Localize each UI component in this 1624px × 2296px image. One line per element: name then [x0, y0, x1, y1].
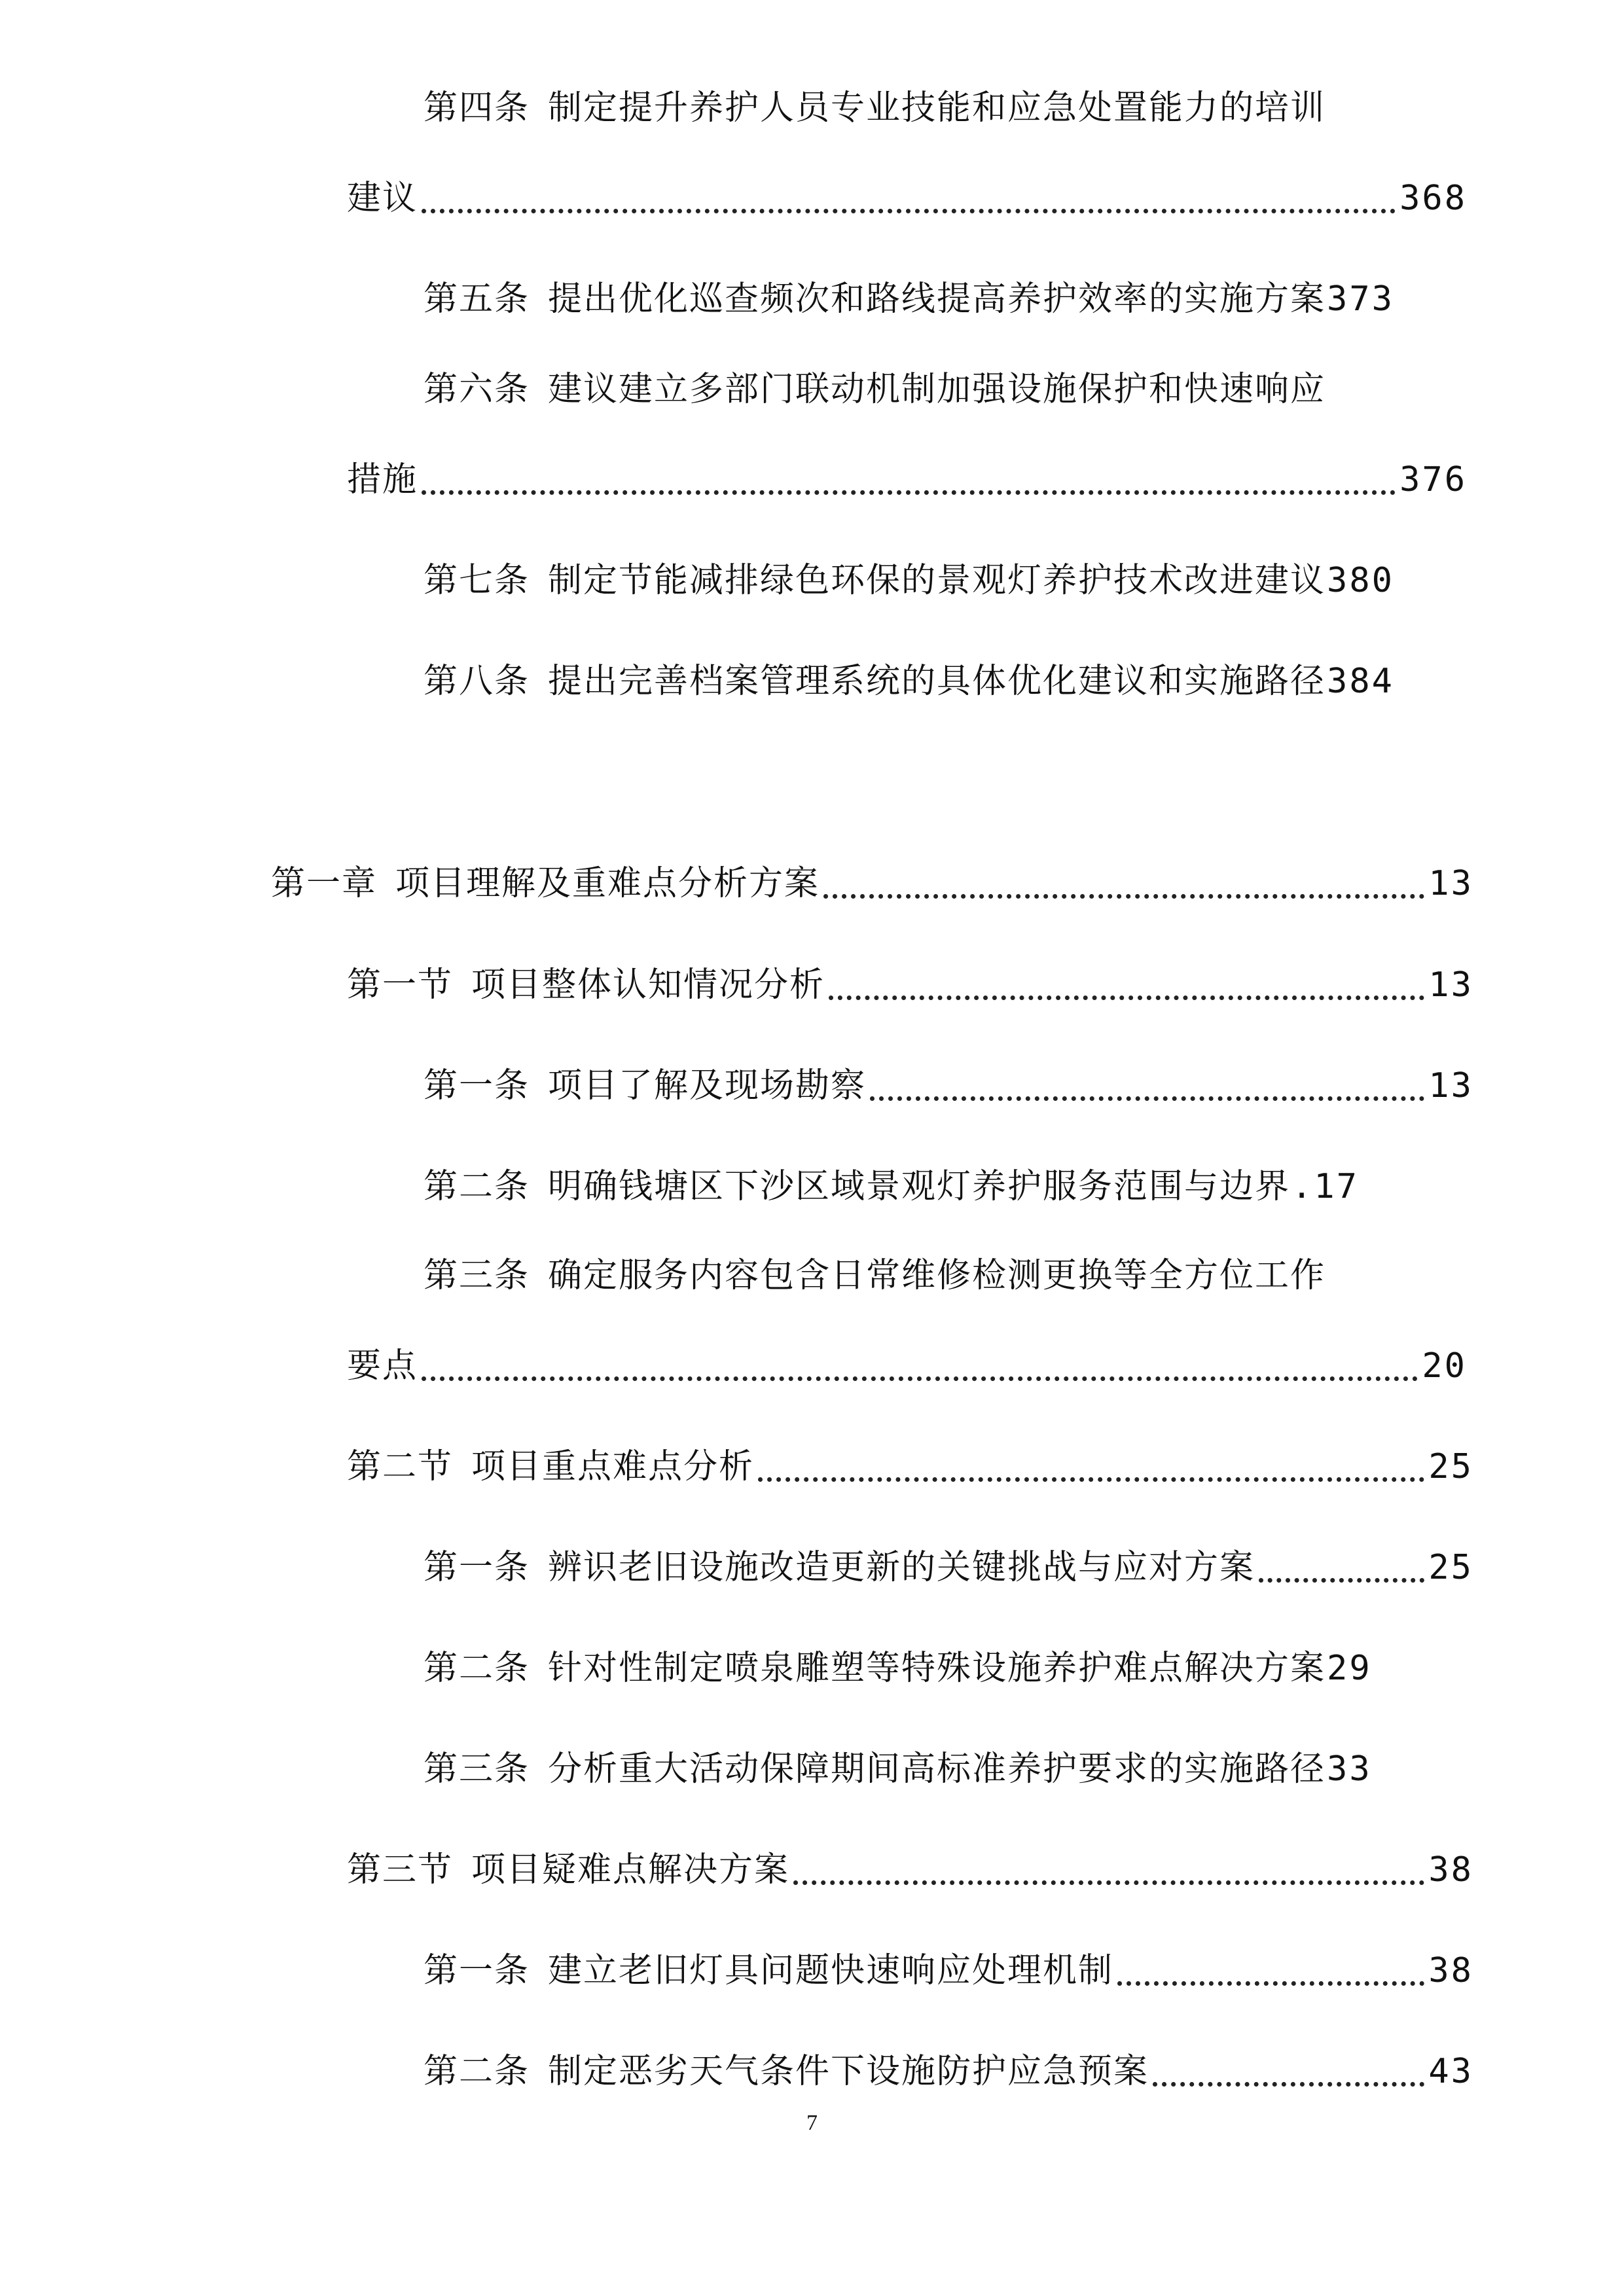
- toc-entry-head: [424, 340, 1326, 412]
- toc-page-number: 13: [1428, 1066, 1473, 1106]
- toc-entry-label: 第二条: [424, 1167, 530, 1207]
- toc-entry-head: [424, 1227, 1326, 1299]
- toc-section[interactable]: [347, 1418, 1473, 1490]
- toc-entry-label: 第一条: [424, 1066, 530, 1106]
- toc-entry-label: 第五条: [424, 279, 530, 319]
- toc-entry-text: 建议建立多部门联动机制加强设施保护和快速响应: [548, 370, 1326, 410]
- leader-dots: [422, 484, 1396, 495]
- toc-entry[interactable]: [424, 632, 1483, 704]
- toc-entry-text: 针对性制定喷泉雕塑等特殊设施养护难点解决方案: [548, 1649, 1326, 1689]
- toc-entry-label: 第六条: [424, 370, 530, 410]
- toc-page-number: 25: [1428, 1447, 1473, 1487]
- toc-page-number: 20: [1422, 1346, 1467, 1386]
- toc-page-number: 373: [1327, 279, 1394, 319]
- toc-entry-label: 第三条: [424, 1749, 530, 1789]
- toc-page-number: 25: [1428, 1548, 1473, 1588]
- toc-entry[interactable]: [424, 1720, 1483, 1792]
- toc-entry[interactable]: [424, 250, 1483, 322]
- toc-page-number: 376: [1399, 460, 1467, 500]
- toc-page-number: 33: [1327, 1749, 1372, 1789]
- toc-page-number: 38: [1428, 1951, 1473, 1991]
- toc-entry-label: 第四条: [424, 88, 530, 128]
- toc-page-number: 13: [1428, 864, 1473, 904]
- page-footer-number: 7: [806, 2111, 818, 2135]
- toc-entry-text: 项目了解及现场勘察: [548, 1066, 867, 1106]
- toc-entry[interactable]: [424, 2022, 1473, 2094]
- leader-dots: [793, 1874, 1424, 1885]
- leader-dots: [870, 1090, 1424, 1101]
- toc-entry-text: 制定提升养护人员专业技能和应急处置能力的培训: [548, 88, 1326, 128]
- toc-entry-text: 制定恶劣天气条件下设施防护应急预案: [548, 2052, 1149, 2092]
- toc-page-number: 13: [1428, 965, 1473, 1005]
- leader-dots: [422, 1370, 1418, 1381]
- toc-entry-text: 项目理解及重难点分析方案: [395, 864, 820, 904]
- toc-entry[interactable]: [347, 431, 1467, 503]
- leader-dots: [758, 1471, 1424, 1482]
- leader-dots: [1153, 2075, 1424, 2087]
- toc-entry-label: 第一条: [424, 1951, 530, 1991]
- toc-entry[interactable]: [424, 1619, 1483, 1691]
- toc-entry[interactable]: [424, 1037, 1473, 1109]
- toc-entry-text: 分析重大活动保障期间高标准养护要求的实施路径: [548, 1749, 1326, 1789]
- leader-dots: [422, 202, 1396, 213]
- toc-entry-label: 第二条: [424, 2052, 530, 2092]
- toc-page-number: 43: [1428, 2052, 1473, 2092]
- toc-entry[interactable]: [347, 149, 1467, 221]
- toc-page-number: 38: [1428, 1850, 1473, 1890]
- toc-page-number: 368: [1399, 179, 1467, 219]
- toc-entry-text: 建议: [347, 179, 418, 219]
- toc-entry-text: 提出优化巡查频次和路线提高养护效率的实施方案: [548, 279, 1326, 319]
- leader-dots: [1259, 1571, 1424, 1583]
- toc-entry-label: 第三条: [424, 1256, 530, 1296]
- toc-entry-text: 措施: [347, 460, 418, 500]
- toc-page-number: .17: [1291, 1167, 1359, 1207]
- toc-entry-text: 制定节能减排绿色环保的景观灯养护技术改进建议: [548, 561, 1326, 601]
- toc-entry-text: 提出完善档案管理系统的具体优化建议和实施路径: [548, 662, 1326, 702]
- toc-chapter[interactable]: [271, 834, 1473, 906]
- toc-entry-text: 明确钱塘区下沙区域景观灯养护服务范围与边界: [548, 1167, 1291, 1207]
- toc-entry-text: 要点: [347, 1346, 418, 1386]
- leader-dots: [823, 888, 1424, 899]
- toc-entry-label: 第八条: [424, 662, 530, 702]
- toc-section[interactable]: [347, 1821, 1473, 1893]
- toc-entry[interactable]: [424, 1138, 1473, 1210]
- toc-entry-label: 第二节: [347, 1447, 454, 1487]
- toc-entry-text: 项目疑难点解决方案: [471, 1850, 790, 1890]
- toc-page-number: 384: [1327, 662, 1394, 702]
- leader-dots: [1117, 1975, 1424, 1986]
- toc-entry-text: 建立老旧灯具问题快速响应处理机制: [548, 1951, 1114, 1991]
- toc-entry-label: 第七条: [424, 561, 530, 601]
- toc-entry-text: 辨识老旧设施改造更新的关键挑战与应对方案: [548, 1548, 1255, 1588]
- toc-entry[interactable]: [347, 1317, 1467, 1389]
- toc-entry-label: 第二条: [424, 1649, 530, 1689]
- toc-entry-label: 第一条: [424, 1548, 530, 1588]
- toc-entry[interactable]: [424, 531, 1483, 603]
- leader-dots: [829, 989, 1424, 1000]
- toc-section[interactable]: [347, 936, 1473, 1008]
- toc-page-number: 29: [1327, 1649, 1372, 1689]
- toc-entry-label: 第一章: [271, 864, 378, 904]
- toc-entry-text: 项目重点难点分析: [471, 1447, 755, 1487]
- toc-entry-label: 第三节: [347, 1850, 454, 1890]
- toc-entry[interactable]: [424, 1518, 1473, 1590]
- toc-entry-label: 第一节: [347, 965, 454, 1005]
- toc-entry-head: [424, 59, 1326, 131]
- toc-entry[interactable]: [424, 1922, 1473, 1994]
- toc-page-number: 380: [1327, 561, 1394, 601]
- toc-entry-text: 项目整体认知情况分析: [471, 965, 825, 1005]
- toc-entry-text: 确定服务内容包含日常维修检测更换等全方位工作: [548, 1256, 1326, 1296]
